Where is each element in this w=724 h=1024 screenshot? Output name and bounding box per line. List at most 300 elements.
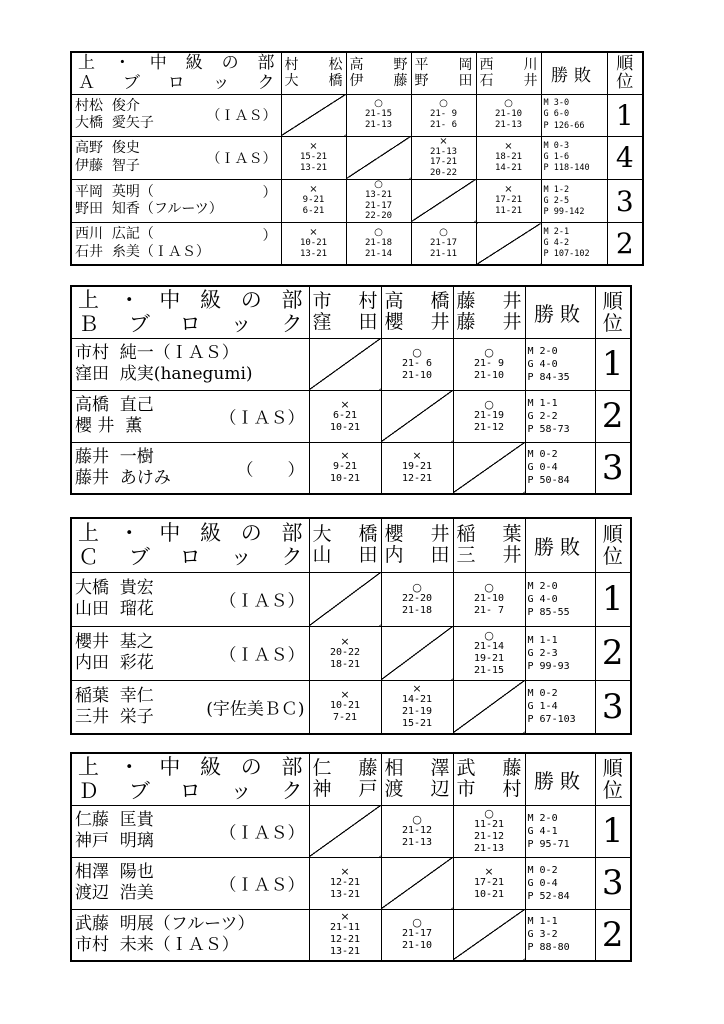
- stats-cell: [525, 909, 595, 961]
- match-result-cell: [309, 909, 381, 961]
- game-score: 21-17: [401, 928, 433, 940]
- win-mark-icon: ○: [484, 580, 494, 594]
- win-mark-icon: ○: [374, 226, 383, 238]
- win-mark-icon: ○: [484, 397, 494, 411]
- game-score: 21- 7: [473, 604, 505, 616]
- win-mark-icon: ○: [439, 226, 448, 238]
- game-score: 22-20: [401, 592, 433, 604]
- win-loss-label: 勝敗: [534, 768, 586, 793]
- match-result-cell: [453, 626, 525, 680]
- game-score: 21-13: [473, 842, 505, 854]
- stats-cell: [525, 680, 595, 734]
- player-line2: 渡辺 浩美: [75, 883, 154, 903]
- block-label-char: ク: [281, 311, 303, 336]
- opponent-char: 藤: [502, 757, 522, 780]
- club-label: （ＩＡＳ）: [219, 645, 305, 666]
- match-result-cell: [476, 136, 541, 179]
- opponent-char: 市: [456, 778, 476, 801]
- rank-value: 3: [601, 447, 624, 488]
- division-label: [78, 520, 303, 545]
- block-label-char: ク: [257, 72, 275, 93]
- match-result-cell: [453, 390, 525, 442]
- opponent-char: 澤: [430, 757, 450, 780]
- match-result-cell: [309, 626, 381, 680]
- self-match-cell: [411, 179, 476, 222]
- rank-cell: [595, 390, 631, 442]
- rank-value: 1: [601, 344, 624, 384]
- block-label-char: ロ: [179, 311, 201, 336]
- rank-label-char: 位: [616, 72, 634, 93]
- win-mark-icon: ○: [484, 628, 494, 642]
- stat-line: M 0-2: [527, 688, 558, 700]
- stat-line: M 2-0: [527, 345, 558, 357]
- rank-label: [596, 757, 631, 801]
- match-result-cell: [476, 94, 541, 136]
- rank-cell: [595, 680, 631, 734]
- stat-line: P 95-71: [527, 838, 570, 850]
- division-char: 上: [78, 52, 95, 73]
- game-score: 21-18: [401, 604, 433, 616]
- opponent-header: [381, 753, 453, 805]
- opponent-header: [381, 518, 453, 572]
- opponent-char: 稲: [456, 523, 476, 546]
- rank-value: 1: [601, 811, 624, 851]
- opponent-line2: [313, 546, 378, 565]
- match-result-cell: [381, 572, 453, 626]
- stat-line: G 4-2: [543, 238, 570, 248]
- game-score: 18-21: [329, 658, 361, 670]
- opponent-char: 川: [523, 57, 538, 74]
- win-mark-icon: ○: [374, 98, 383, 110]
- opponent-char: 井: [430, 311, 450, 334]
- opponent-char: 相: [384, 757, 404, 780]
- stat-line: M 1-1: [527, 916, 558, 928]
- loss-mark-icon: ×: [309, 184, 318, 196]
- opponent-line2: [350, 74, 408, 88]
- match-result-cell: [381, 805, 453, 857]
- opponent-char: 大: [312, 523, 332, 546]
- rank-cell: [607, 179, 643, 222]
- division-char: 中: [159, 287, 181, 312]
- rank-label-char: 順: [616, 53, 634, 74]
- player-cell: [71, 136, 281, 179]
- rank-label-char: 位: [602, 311, 623, 336]
- game-score: 10-21: [329, 473, 361, 485]
- game-score: 13-21: [299, 162, 328, 173]
- game-score: 21-10: [473, 592, 505, 604]
- game-score: 11-21: [494, 206, 523, 217]
- stats-cell: [525, 442, 595, 494]
- loss-mark-icon: ×: [309, 226, 318, 238]
- rank-value: 2: [601, 396, 624, 436]
- opponent-line1: [313, 759, 378, 778]
- opponent-line2: [385, 313, 450, 332]
- division-char: ・: [113, 52, 131, 73]
- game-score: 21-12: [401, 824, 433, 836]
- match-result-cell: [346, 179, 411, 222]
- division-char: の: [240, 520, 262, 545]
- game-score: 13-21: [329, 946, 361, 958]
- player-line1: 村松 俊介: [75, 97, 140, 114]
- division-char: 上: [78, 520, 99, 545]
- opponent-char: 高: [384, 290, 404, 313]
- stat-line: M 1-2: [543, 184, 570, 195]
- block-label-char: ブ: [128, 778, 150, 803]
- rank-header: [595, 753, 631, 805]
- rank-label-char: 順: [602, 756, 623, 781]
- division-char: ・: [118, 754, 140, 779]
- player-line2: 神戸 明璃: [75, 831, 154, 851]
- game-score: 9-21: [332, 461, 358, 473]
- player-cell: [71, 179, 281, 222]
- win-loss-label: 勝敗: [534, 534, 586, 559]
- game-score: 10-21: [299, 237, 328, 248]
- game-score: 21-12: [473, 830, 505, 842]
- rank-cell: [607, 136, 643, 179]
- win-mark-icon: ○: [439, 98, 448, 110]
- opponent-header: [453, 518, 525, 572]
- opponent-line1: [350, 58, 408, 72]
- opponent-line2: [457, 780, 522, 799]
- opponent-header: [309, 286, 381, 338]
- opponent-char: 伊: [349, 73, 364, 90]
- opponent-line1: [385, 292, 450, 311]
- header-row: [71, 753, 631, 805]
- stat-line: M 0-2: [527, 449, 558, 461]
- stats-cell: [541, 94, 607, 136]
- rank-label: [596, 290, 631, 334]
- game-score: 14-21: [401, 694, 433, 706]
- game-score: 21-10: [401, 940, 433, 952]
- player-cell: [71, 338, 309, 390]
- opponent-char: 田: [458, 73, 473, 90]
- self-match-cell: [476, 223, 541, 265]
- win-loss-header: [525, 753, 595, 805]
- player-cell: [71, 442, 309, 494]
- win-loss-header: [525, 518, 595, 572]
- loss-mark-icon: ×: [340, 864, 350, 878]
- stat-line: G 4-1: [527, 825, 558, 837]
- opponent-header: [411, 52, 476, 94]
- opponent-char: 田: [358, 544, 378, 567]
- stat-line: G 1-4: [527, 701, 558, 713]
- stats-cell: [525, 572, 595, 626]
- division-char: 上: [78, 754, 99, 779]
- game-score: 21-13: [364, 120, 393, 130]
- self-match-cell: [381, 390, 453, 442]
- stat-line: M 1-1: [527, 634, 558, 646]
- header-row: [71, 52, 643, 94]
- loss-mark-icon: ×: [340, 910, 350, 924]
- opponent-header: [476, 52, 541, 94]
- stats-cell: [541, 136, 607, 179]
- opponent-char: 高: [349, 57, 364, 74]
- rank-value: 3: [601, 863, 624, 903]
- rank-label: [596, 523, 631, 567]
- match-result-cell: [309, 390, 381, 442]
- game-score: 13-21: [364, 189, 393, 200]
- player-cell: [71, 680, 309, 734]
- rank-cell: [607, 223, 643, 265]
- division-char: 部: [281, 754, 303, 779]
- match-result-cell: [309, 857, 381, 909]
- game-score: 19-21: [401, 461, 433, 473]
- division-char: 級: [200, 520, 222, 545]
- player-line2: 内田 彩花: [75, 653, 154, 673]
- self-match-cell: [381, 626, 453, 680]
- block-label-char: ッ: [212, 72, 230, 93]
- block-label-char: Ｂ: [78, 311, 99, 336]
- player-row: [71, 94, 643, 136]
- game-score: 11-21: [473, 818, 505, 830]
- division-char: ・: [118, 520, 140, 545]
- opponent-char: 橋: [430, 290, 450, 313]
- block-label-char: ッ: [230, 544, 252, 569]
- block-label-char: ブ: [122, 72, 140, 93]
- player-line2: 山田 瑠花: [75, 599, 154, 619]
- opponent-header: [453, 753, 525, 805]
- self-match-cell: [281, 94, 346, 136]
- player-cell: [71, 857, 309, 909]
- block-table: [70, 752, 632, 962]
- player-line2: 伊藤 智子: [75, 157, 140, 174]
- opponent-header: [453, 286, 525, 338]
- opponent-char: 橋: [358, 523, 378, 546]
- stat-line: P 99-93: [527, 660, 570, 672]
- opponent-char: 石: [479, 73, 494, 90]
- player-row: [71, 136, 643, 179]
- opponent-char: 村: [358, 290, 378, 313]
- block-table: [70, 51, 644, 266]
- stats-cell: [525, 805, 595, 857]
- header-row: [71, 518, 631, 572]
- opponent-header: [309, 518, 381, 572]
- player-line2: 櫻 井 薫: [75, 416, 143, 436]
- player-line1: 高橋 直己: [75, 394, 154, 415]
- opponent-char: 仁: [312, 757, 332, 780]
- stat-line: G 6-0: [543, 109, 570, 120]
- division-char: 中: [159, 520, 181, 545]
- rank-header: [595, 518, 631, 572]
- match-result-cell: [476, 179, 541, 222]
- club-label: （ＩＡＳ）: [219, 875, 305, 896]
- rank-label: [608, 55, 643, 92]
- opponent-line1: [457, 292, 522, 311]
- rank-cell: [595, 857, 631, 909]
- opponent-line1: [285, 58, 343, 72]
- division-char: 部: [281, 520, 303, 545]
- opponent-char: 橋: [328, 73, 343, 90]
- stats-cell: [525, 626, 595, 680]
- block-label-char: ロ: [179, 544, 201, 569]
- win-mark-icon: ○: [412, 345, 422, 359]
- stats-cell: [525, 857, 595, 909]
- stat-line: P 50-84: [527, 475, 570, 487]
- stat-line: M 3-0: [543, 98, 570, 109]
- stat-line: P 52-84: [527, 890, 570, 902]
- match-result-cell: [346, 223, 411, 265]
- rank-cell: [595, 442, 631, 494]
- player-cell: [71, 626, 309, 680]
- game-score: 21-13: [401, 836, 433, 848]
- game-score: 6-21: [332, 409, 358, 421]
- player-cell: [71, 390, 309, 442]
- game-score: 21- 6: [429, 120, 458, 130]
- player-line2: 三井 栄子: [75, 706, 154, 727]
- loss-mark-icon: ×: [484, 864, 494, 878]
- player-line1: 大橋 貴宏: [75, 577, 154, 598]
- opponent-line1: [385, 759, 450, 778]
- opponent-char: 大: [284, 73, 299, 90]
- opponent-char: 井: [523, 73, 538, 90]
- win-loss-header: [525, 286, 595, 338]
- stat-line: G 2-5: [543, 195, 570, 206]
- game-score: 17-21: [473, 876, 505, 888]
- win-loss-label: 勝敗: [551, 65, 597, 86]
- club-label: ）: [262, 228, 277, 245]
- block-label-char: ッ: [230, 778, 252, 803]
- division-char: 部: [257, 52, 275, 73]
- block-table: [70, 285, 632, 495]
- rank-value: 2: [601, 914, 624, 955]
- club-label: （ＩＡＳ）: [206, 150, 277, 167]
- club-label: ）: [262, 184, 277, 201]
- match-result-cell: [453, 805, 525, 857]
- opponent-line2: [415, 74, 473, 88]
- block-title-cell: [71, 286, 309, 338]
- game-score: 10-21: [473, 888, 505, 900]
- stat-line: P 118-140: [543, 163, 590, 174]
- rank-value: 3: [615, 184, 634, 218]
- stat-line: G 2-3: [527, 647, 558, 659]
- division-char: 級: [200, 287, 222, 312]
- game-score: 21- 6: [401, 357, 433, 369]
- division-label: [78, 754, 303, 779]
- block-label-char: Ｄ: [78, 778, 99, 803]
- opponent-char: 市: [312, 290, 332, 313]
- opponent-char: 藤: [358, 757, 378, 780]
- opponent-char: 渡: [384, 778, 404, 801]
- rank-label-char: 順: [602, 289, 623, 314]
- stat-line: P 99-142: [543, 206, 585, 217]
- game-score: 21-14: [473, 640, 505, 652]
- stat-line: P 88-80: [527, 942, 570, 954]
- win-mark-icon: ○: [504, 98, 513, 110]
- match-result-cell: [281, 223, 346, 265]
- loss-mark-icon: ×: [309, 140, 318, 152]
- rank-label-char: 位: [602, 544, 623, 569]
- player-line2: 窪田 成実(hanegumi): [75, 364, 253, 384]
- game-score: 20-22: [429, 168, 458, 179]
- division-char: 級: [200, 754, 222, 779]
- win-mark-icon: ○: [484, 806, 494, 820]
- opponent-char: 武: [456, 757, 476, 780]
- game-score: 21- 9: [429, 109, 458, 120]
- rank-cell: [595, 626, 631, 680]
- match-result-cell: [381, 442, 453, 494]
- game-score: 21-13: [429, 146, 458, 157]
- player-row: [71, 179, 643, 222]
- opponent-header: [309, 753, 381, 805]
- stat-line: M 0-3: [543, 141, 570, 152]
- player-cell: [71, 94, 281, 136]
- division-char: 上: [78, 287, 99, 312]
- game-score: 21-19: [401, 706, 433, 718]
- player-row: [71, 626, 631, 680]
- player-line2: 大橋 愛矢子: [75, 115, 154, 131]
- player-row: [71, 572, 631, 626]
- block-label-char: ブ: [128, 544, 150, 569]
- opponent-line2: [385, 780, 450, 799]
- block-title-cell: [71, 518, 309, 572]
- header-row: [71, 286, 631, 338]
- player-line2: 藤井 あけみ: [75, 467, 171, 488]
- opponent-char: 内: [384, 544, 404, 567]
- opponent-char: 西: [479, 57, 494, 74]
- player-cell: [71, 909, 309, 961]
- game-score: 7-21: [332, 712, 358, 724]
- win-loss-header: [541, 52, 607, 94]
- match-result-cell: [411, 136, 476, 179]
- self-match-cell: [346, 136, 411, 179]
- match-result-cell: [381, 909, 453, 961]
- opponent-line2: [457, 313, 522, 332]
- game-score: 17-21: [494, 195, 523, 206]
- division-label: [78, 52, 275, 73]
- match-result-cell: [411, 94, 476, 136]
- player-row: [71, 442, 631, 494]
- game-score: 21-19: [473, 409, 505, 421]
- game-score: 20-22: [329, 646, 361, 658]
- match-result-cell: [381, 338, 453, 390]
- opponent-char: 櫻: [384, 523, 404, 546]
- game-score: 21-10: [401, 369, 433, 381]
- game-score: 21-12: [473, 421, 505, 433]
- self-match-cell: [309, 338, 381, 390]
- opponent-char: 藤: [456, 290, 476, 313]
- loss-mark-icon: ×: [340, 397, 350, 411]
- loss-mark-icon: ×: [340, 449, 350, 463]
- match-result-cell: [309, 680, 381, 734]
- player-line1: 平岡 英明（: [75, 183, 154, 200]
- self-match-cell: [453, 909, 525, 961]
- stat-line: P 107-102: [543, 249, 590, 260]
- stat-line: M 1-1: [527, 397, 558, 409]
- player-line1: 仁藤 匡貴: [75, 809, 154, 830]
- loss-mark-icon: ×: [340, 634, 350, 648]
- opponent-header: [346, 52, 411, 94]
- loss-mark-icon: ×: [412, 449, 422, 463]
- player-line1: 櫻井 基之: [75, 631, 154, 652]
- opponent-char: 三: [456, 544, 476, 567]
- match-result-cell: [346, 94, 411, 136]
- game-score: 12-21: [329, 934, 361, 946]
- loss-mark-icon: ×: [412, 682, 422, 696]
- division-char: 中: [149, 52, 167, 73]
- player-cell: [71, 805, 309, 857]
- player-row: [71, 857, 631, 909]
- player-row: [71, 909, 631, 961]
- opponent-char: 岡: [458, 57, 473, 74]
- game-score: 21-18: [364, 237, 393, 248]
- match-result-cell: [453, 338, 525, 390]
- player-line1: 市村 純一（ＩＡＳ）: [75, 342, 239, 363]
- match-result-cell: [281, 179, 346, 222]
- opponent-line1: [480, 58, 538, 72]
- game-score: 21-11: [329, 922, 361, 934]
- stats-cell: [541, 223, 607, 265]
- opponent-header: [281, 52, 346, 94]
